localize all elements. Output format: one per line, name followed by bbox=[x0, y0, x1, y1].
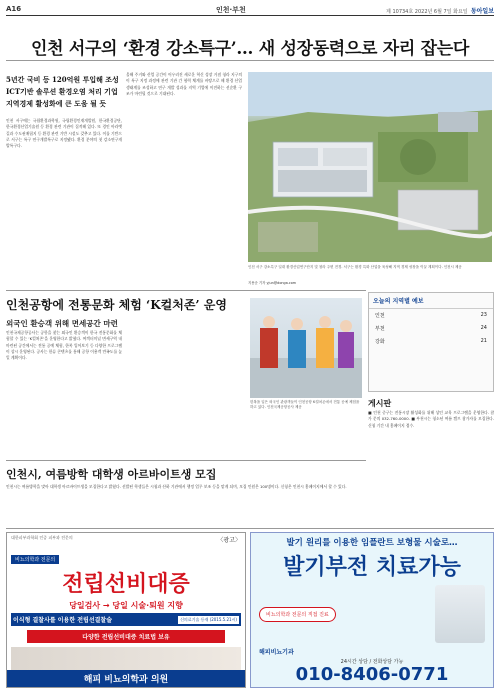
body-column-1: 인천 서구에는 국립환경과학원, 국립환경인재개발원, 한국환경공단, 한국환경산업기술원 등 환경 관련 기관이 집적해 있다. 또 경인 아라뱃길과 수도권매립지 등 환경 관련 기반 시설도 갖추고 있다. 이를 기반으로 서구는 특구 연구개발특구로 지정됐다. 환경 분야의 첫 강소연구개발특구다. bbox=[6, 118, 122, 149]
divider bbox=[6, 528, 494, 529]
panel-row: 인천 23 bbox=[375, 312, 487, 319]
issue-info: 제 10734호 2022년 6월 7일 화요일 동아일보 bbox=[386, 8, 494, 15]
ad-right-headline1: 발기 원리를 이용한 임플란트 보형물 시술로… bbox=[286, 538, 458, 548]
photo-caption: 인천 서구 강소특구 일대 환경산업연구단지 및 청라 주변 전경. 서구는 환경 특화 산업을 육성해 지역 경제 성장을 이끌 계획이다. 인천시 제공 bbox=[248, 265, 462, 269]
panel-title: 오늘의 지역별 예보 bbox=[369, 293, 493, 309]
ad-left-footer: 해피 비뇨의학과 의원 bbox=[7, 670, 245, 687]
section-name: 인천·부천 bbox=[216, 6, 246, 14]
divider bbox=[6, 290, 366, 291]
lead-text: 5년간 국비 등 120억원 투입해 조성 ICT기반 솔루션 환경오염 처리 기업 지역경제 활성화에 큰 도움 될 듯 bbox=[6, 75, 119, 108]
aerial-photo bbox=[248, 72, 492, 262]
ad-label: 〈광고〉 bbox=[217, 537, 241, 544]
ad-left-point: 다양한 전립선비대증 치료법 보유 bbox=[27, 630, 225, 643]
ad-right-hours: 24시간 상담 / 전화상담 가능 bbox=[340, 659, 404, 665]
ad-left-brand: 비뇨의학과 전문의 bbox=[11, 555, 59, 564]
ad-right-bubble: 비뇨의학과 전문의 직접 진료 bbox=[259, 607, 336, 622]
ad-left-top: 대한피부과학회 인증 피부과 전문의 bbox=[11, 535, 73, 540]
panel-row: 부천 24 bbox=[375, 325, 487, 332]
page-number: A16 bbox=[6, 5, 22, 13]
weather-panel bbox=[368, 292, 494, 392]
article2-body: 인천국제공항공사는 공항을 찾는 외국인 환승객이 한국 전통문화를 체험할 수 있는 ‘K컬처존’을 운영한다고 밝혔다. 여객터미널 면세구역 내 마련된 공간에서는 전통 공예 체험, 한복 입어보기 등 다양한 프로그램이 상시 운영된다. 공사는 한류 콘텐츠를 통해 공항 이용객 만족도를 높일 계획이다. bbox=[6, 330, 122, 361]
ad-left-headline: 전립선비대증 bbox=[62, 571, 190, 597]
article2-headline: 인천공항에 전통문화 체험 ‘K컬처존’ 운영 bbox=[6, 298, 227, 312]
notice-title: 게시판 bbox=[368, 398, 392, 408]
article2-subheadline: 외국인 환승객 위해 면세공간 마련 bbox=[6, 319, 118, 328]
ad-left-sub2-note: 신의료기술 등재 (2015.5.21시) bbox=[180, 616, 237, 622]
doctor-image bbox=[435, 585, 485, 643]
notice-body: ■ 인천 중구는 전통시장 활성화를 위해 상인 교육 프로그램을 운영한다. 참가 문의 032-760-0000. ■ 부천시는 청소년 여름 캠프 참가자를 모집한다. 신청 기간 내 홈페이지 접수. bbox=[368, 410, 494, 428]
panel-row: 강화 21 bbox=[375, 338, 487, 345]
page-header bbox=[6, 4, 494, 16]
ad-right-phone: 010-8406-0771 bbox=[295, 664, 449, 685]
byline: 지용준 기자 yjun@donga.com bbox=[248, 281, 297, 285]
divider bbox=[6, 460, 366, 461]
ad-left-sub2: 이식형 결찰사를 이용한 전립선결찰술 bbox=[13, 617, 113, 624]
article2-photo-caption: 한복을 입은 외국인 관광객들이 인천공항 K컬처존에서 전통 공예 체험을 하고 있다. 인천국제공항공사 제공 bbox=[250, 400, 360, 409]
ad-right-clinic: 해피비뇨기과 bbox=[259, 649, 294, 656]
ad-left-sub1: 당일검사 → 당일 시술·퇴원 지향 bbox=[69, 601, 183, 610]
ad-right-headline2: 발기부전 치료가능 bbox=[283, 554, 461, 580]
body-column-2: 올해 주거와 산업 공간이 어우러진 새로운 혁신 성장 거점 청라 지구의 이 특구 지정 과정에 관련 기관 간 협력 체계를 바탕으로 해 환경 산업 생태계를 조성하고 연구 개발 성과를 지역 기업에 이전하는 선순환 구조가 마련될 것으로 기대된다. bbox=[126, 72, 242, 96]
article3-body: 인천시는 여름방학을 맞아 대학생 아르바이트생을 모집한다고 밝혔다. 선발된 학생들은 시청과 산하 기관에서 행정 업무 보조 등을 맡게 되며, 모집 인원은 100명이다. 신청은 인천시 홈페이지에서 할 수 있다. bbox=[6, 484, 347, 489]
ad-left bbox=[6, 532, 246, 688]
divider bbox=[6, 60, 494, 61]
article3-headline: 인천시, 여름방학 대학생 아르바이트생 모집 bbox=[6, 468, 217, 481]
main-headline: 인천 서구의 ‘환경 강소특구’… 새 성장동력으로 자리 잡는다 bbox=[30, 39, 470, 59]
ad-right bbox=[250, 532, 494, 688]
article2-photo bbox=[250, 298, 362, 398]
